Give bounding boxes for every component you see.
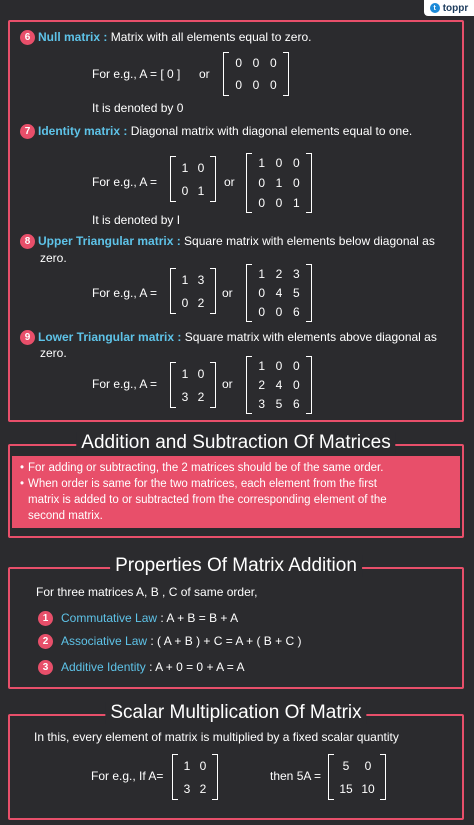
matrix-cell: 0 bbox=[181, 183, 189, 198]
matrix-cell: 0 bbox=[292, 176, 300, 190]
matrix bbox=[328, 754, 386, 800]
left-bracket bbox=[170, 362, 176, 408]
right-bracket bbox=[210, 156, 216, 202]
properties-title: Properties Of Matrix Addition bbox=[110, 555, 362, 577]
law-commutative: 1 Commutative Law : A + B = B + A bbox=[38, 611, 238, 626]
matrix-cell: 3 bbox=[292, 266, 300, 281]
matrix-cell: 3 bbox=[181, 389, 189, 404]
matrix-cell: 3 bbox=[183, 781, 191, 796]
matrix-cell: 0 bbox=[258, 176, 265, 190]
number-badge: 2 bbox=[38, 634, 53, 649]
scalar-intro: In this, every element of matrix is multiplied by a fixed scalar quantity bbox=[34, 730, 399, 744]
matrix-cell: 5 bbox=[342, 758, 350, 773]
matrix-cell: 0 bbox=[235, 78, 242, 92]
matrix-cell: 0 bbox=[275, 196, 283, 210]
matrix bbox=[170, 268, 216, 314]
or-label: or bbox=[224, 175, 235, 189]
right-bracket bbox=[283, 52, 289, 96]
matrix-cell: 0 bbox=[364, 758, 372, 773]
matrix-cell: 2 bbox=[199, 781, 207, 796]
upper-triangular-heading: 8 Upper Triangular matrix : Square matrix with elements below diagonal as bbox=[20, 234, 435, 249]
matrix bbox=[223, 52, 289, 96]
matrix-cell: 0 bbox=[252, 56, 260, 70]
lower-example-label: For e.g., A = bbox=[92, 377, 158, 391]
number-badge: 8 bbox=[20, 234, 35, 249]
matrix-cell: 2 bbox=[258, 377, 265, 392]
number-badge: 6 bbox=[20, 30, 35, 45]
matrix-cell: 4 bbox=[275, 285, 283, 300]
null-matrix-heading: 6 Null matrix : Matrix with all elements equal to zero. bbox=[20, 30, 311, 45]
number-badge: 3 bbox=[38, 660, 53, 675]
matrix-cell: 5 bbox=[292, 285, 300, 300]
matrix bbox=[246, 264, 312, 322]
toppr-logo-text: toppr bbox=[442, 2, 469, 14]
number-badge: 1 bbox=[38, 611, 53, 626]
upper-triangular-heading-cont: zero. bbox=[40, 251, 67, 265]
matrix-cell: 0 bbox=[258, 305, 265, 320]
or-label: or bbox=[222, 377, 233, 391]
matrix-cell: 15 bbox=[339, 781, 353, 796]
matrix-cell: 2 bbox=[275, 266, 283, 281]
law-associative: 2 Associative Law : ( A + B ) + C = A + ( B + C ) bbox=[38, 634, 301, 649]
addsub-content: • For adding or subtracting, the 2 matrices should be of the same order. • When order is same for the two matrices, each element from the first matrix is added to or subtracted from the corresponding element of the second matrix. bbox=[12, 456, 460, 528]
right-bracket bbox=[380, 754, 386, 800]
or-label: or bbox=[222, 286, 233, 300]
properties-intro: For three matrices A, B , C of same order, bbox=[36, 585, 258, 599]
left-bracket bbox=[328, 754, 334, 800]
matrix-cell: 0 bbox=[275, 156, 283, 170]
number-badge: 7 bbox=[20, 124, 35, 139]
left-bracket bbox=[223, 52, 229, 96]
left-bracket bbox=[172, 754, 178, 800]
lower-triangular-heading: 9 Lower Triangular matrix : Square matrix with elements above diagonal as bbox=[20, 330, 437, 345]
matrix-cell: 3 bbox=[258, 397, 265, 412]
null-matrix-example-label: For e.g., A = [ 0 ] bbox=[92, 67, 181, 81]
matrix bbox=[170, 362, 216, 408]
list-item: • When order is same for the two matrices, each element from the first bbox=[20, 478, 377, 490]
left-bracket bbox=[246, 356, 252, 414]
matrix-cell: 1 bbox=[258, 156, 265, 170]
scalar-title: Scalar Multiplication Of Matrix bbox=[105, 702, 366, 724]
matrix-cell: 0 bbox=[269, 78, 277, 92]
matrix-cell: 0 bbox=[197, 160, 205, 175]
matrix-cell: 0 bbox=[181, 295, 189, 310]
matrix-cell: 1 bbox=[292, 196, 300, 210]
matrix-cell: 6 bbox=[292, 397, 300, 412]
matrix-cell: 0 bbox=[197, 366, 205, 381]
matrix-cell: 0 bbox=[275, 305, 283, 320]
scalar-then-label: then 5A = bbox=[270, 769, 322, 783]
left-bracket bbox=[170, 156, 176, 202]
toppr-logo bbox=[424, 0, 474, 16]
left-bracket bbox=[246, 153, 252, 213]
matrix-cell: 0 bbox=[275, 358, 283, 373]
identity-note: It is denoted by I bbox=[92, 213, 181, 227]
matrix-cell: 0 bbox=[292, 358, 300, 373]
identity-matrix-heading: 7 Identity matrix : Diagonal matrix with diagonal elements equal to one. bbox=[20, 124, 412, 139]
scalar-example-label: For e.g., If A= bbox=[91, 769, 164, 783]
matrix-cell: 0 bbox=[199, 758, 207, 773]
matrix-cell: 0 bbox=[269, 56, 277, 70]
matrix-cell: 1 bbox=[275, 176, 283, 190]
addsub-title: Addition and Subtraction Of Matrices bbox=[76, 432, 395, 454]
identity-example-label: For e.g., A = bbox=[92, 175, 158, 189]
matrix-cell: 10 bbox=[361, 781, 375, 796]
upper-example-label: For e.g., A = bbox=[92, 286, 158, 300]
matrix-cell: 1 bbox=[183, 758, 191, 773]
list-item: • For adding or subtracting, the 2 matrices should be of the same order. bbox=[20, 462, 384, 474]
matrix bbox=[246, 153, 312, 213]
right-bracket bbox=[210, 268, 216, 314]
number-badge: 9 bbox=[20, 330, 35, 345]
law-additive-identity: 3 Additive Identity : A + 0 = 0 + A = A bbox=[38, 660, 244, 675]
matrix-cell: 6 bbox=[292, 305, 300, 320]
matrix-cell: 4 bbox=[275, 377, 283, 392]
right-bracket bbox=[306, 264, 312, 322]
matrix bbox=[172, 754, 218, 800]
matrix-cell: 3 bbox=[197, 272, 205, 287]
right-bracket bbox=[306, 356, 312, 414]
or-label: or bbox=[199, 67, 210, 81]
matrix-cell: 2 bbox=[197, 295, 205, 310]
null-matrix-note: It is denoted by 0 bbox=[92, 101, 184, 115]
left-bracket bbox=[170, 268, 176, 314]
matrix-cell: 0 bbox=[252, 78, 260, 92]
matrix-cell: 1 bbox=[258, 266, 265, 281]
matrix-cell: 0 bbox=[258, 196, 265, 210]
toppr-logo-icon: t bbox=[430, 3, 440, 13]
matrix-cell: 1 bbox=[181, 272, 189, 287]
right-bracket bbox=[212, 754, 218, 800]
right-bracket bbox=[306, 153, 312, 213]
matrix-cell: 0 bbox=[258, 285, 265, 300]
matrix-cell: 2 bbox=[197, 389, 205, 404]
matrix-cell: 1 bbox=[181, 160, 189, 175]
matrix bbox=[170, 156, 216, 202]
matrix-cell: 0 bbox=[292, 156, 300, 170]
matrix bbox=[246, 356, 312, 414]
matrix-cell: 1 bbox=[181, 366, 189, 381]
lower-triangular-heading-cont: zero. bbox=[40, 346, 67, 360]
matrix-cell: 0 bbox=[235, 56, 242, 70]
matrix-cell: 5 bbox=[275, 397, 283, 412]
left-bracket bbox=[246, 264, 252, 322]
matrix-cell: 1 bbox=[197, 183, 205, 198]
matrix-cell: 0 bbox=[292, 377, 300, 392]
right-bracket bbox=[210, 362, 216, 408]
matrix-cell: 1 bbox=[258, 358, 265, 373]
